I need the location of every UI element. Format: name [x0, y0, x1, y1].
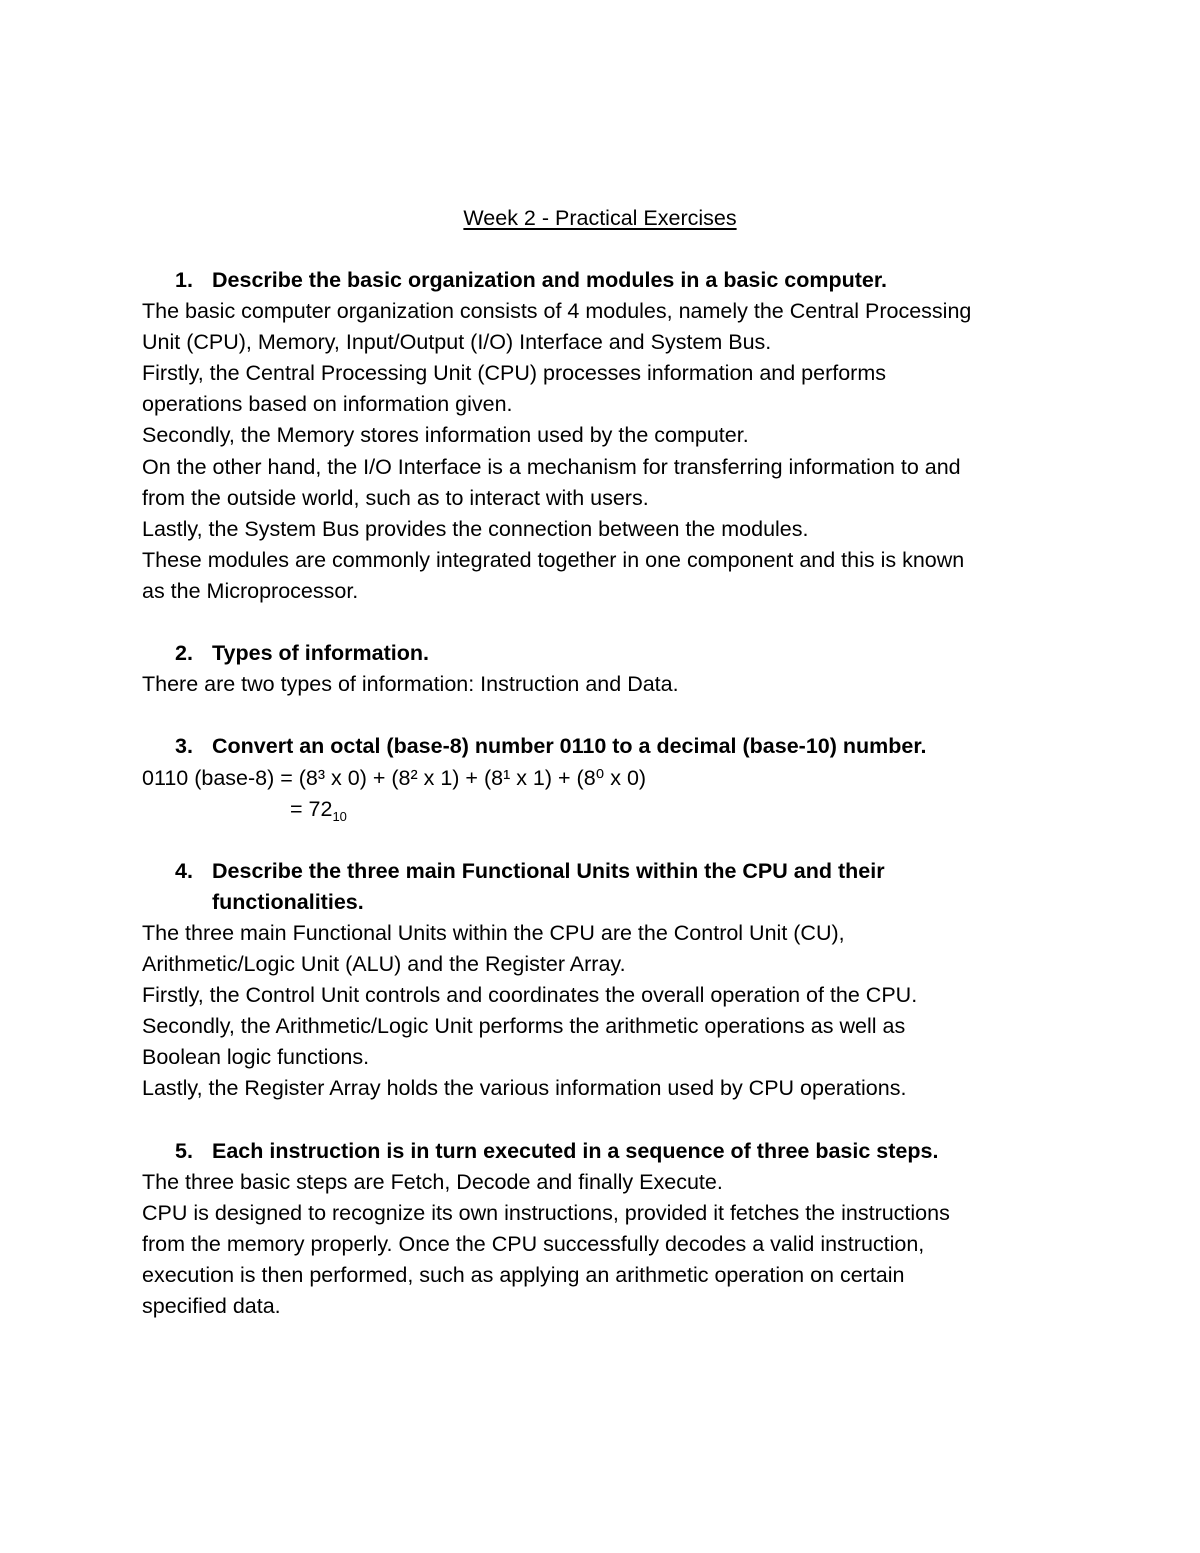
- answer-5-line: The three basic steps are Fetch, Decode and finally Execute.: [142, 1169, 723, 1194]
- answer-1-line: Firstly, the Central Processing Unit (CPU) processes information and performs: [142, 361, 886, 386]
- answer-4-line: Boolean logic functions.: [142, 1045, 370, 1070]
- question-4-text-line1: Describe the three main Functional Units within the CPU and their: [212, 858, 885, 883]
- question-2-text: Types of information.: [212, 641, 429, 666]
- answer-1-line: from the outside world, such as to interact with users.: [142, 485, 649, 510]
- answer-5-line: CPU is designed to recognize its own instructions, provided it fetches the instructions: [142, 1200, 950, 1225]
- question-5-heading: [142, 1136, 1062, 1167]
- question-4-heading-continued: [142, 887, 1062, 918]
- question-4-number: 4.: [175, 858, 193, 883]
- question-2-heading: [142, 638, 1062, 669]
- question-4-text-line2: functionalities.: [212, 889, 364, 914]
- answer-1-line: The basic computer organization consists of 4 modules, namely the Central Processing: [142, 299, 972, 324]
- question-4-heading: [142, 856, 1062, 887]
- question-1-number: 1.: [175, 268, 193, 292]
- answer-1-line: These modules are commonly integrated together in one component and this is known: [142, 547, 965, 572]
- answer-4-line: Firstly, the Control Unit controls and coordinates the overall operation of the CPU.: [142, 983, 918, 1008]
- answer-3-equation: 0110 (base-8) = (8³ x 0) + (8² x 1) + (8¹ x 1) + (8⁰ x 0): [142, 765, 647, 790]
- answer-4-line: Secondly, the Arithmetic/Logic Unit performs the arithmetic operations as well as: [142, 1014, 906, 1039]
- spacer: [142, 607, 1062, 638]
- question-5-text: Each instruction is in turn executed in a sequence of three basic steps.: [212, 1138, 939, 1163]
- answer-3-result-value: = 72: [290, 796, 333, 821]
- answer-5-line: execution is then performed, such as applying an arithmetic operation on certain: [142, 1263, 905, 1287]
- answer-4-line: Arithmetic/Logic Unit (ALU) and the Register Array.: [142, 952, 626, 977]
- question-2-number: 2.: [175, 641, 193, 666]
- answer-1-line: Unit (CPU), Memory, Input/Output (I/O) Interface and System Bus.: [142, 330, 772, 355]
- question-1-text: Describe the basic organization and modules in a basic computer.: [212, 268, 888, 292]
- question-3-text: Convert an octal (base-8) number 0110 to a decimal (base-10) number.: [212, 734, 927, 759]
- document-body: [142, 265, 1062, 1322]
- spacer: [142, 825, 1062, 856]
- page-title: Week 2 - Practical Exercises: [463, 206, 737, 230]
- question-3-heading: [142, 731, 1062, 762]
- question-1-heading: [142, 265, 1062, 296]
- answer-4-line: The three main Functional Units within the CPU are the Control Unit (CU),: [142, 920, 845, 945]
- answer-1-line: On the other hand, the I/O Interface is a mechanism for transferring information to and: [142, 454, 961, 479]
- answer-5-line: specified data.: [142, 1294, 281, 1319]
- answer-3-result-base: 10: [332, 808, 347, 824]
- answer-5-line: from the memory properly. Once the CPU successfully decodes a valid instruction,: [142, 1231, 925, 1256]
- answer-1-line: Lastly, the System Bus provides the connection between the modules.: [142, 516, 809, 541]
- answer-1-line: operations based on information given.: [142, 392, 513, 417]
- answer-1-line: Secondly, the Memory stores information used by the computer.: [142, 423, 749, 448]
- answer-4-line: Lastly, the Register Array holds the various information used by CPU operations.: [142, 1076, 907, 1101]
- question-5-number: 5.: [175, 1138, 193, 1163]
- question-3-number: 3.: [175, 734, 193, 759]
- answer-1-line: as the Microprocessor.: [142, 578, 359, 603]
- answer-3-result: [142, 794, 1062, 825]
- spacer: [142, 700, 1062, 731]
- spacer: [142, 1105, 1062, 1136]
- answer-2-line: There are two types of information: Instruction and Data.: [142, 672, 679, 697]
